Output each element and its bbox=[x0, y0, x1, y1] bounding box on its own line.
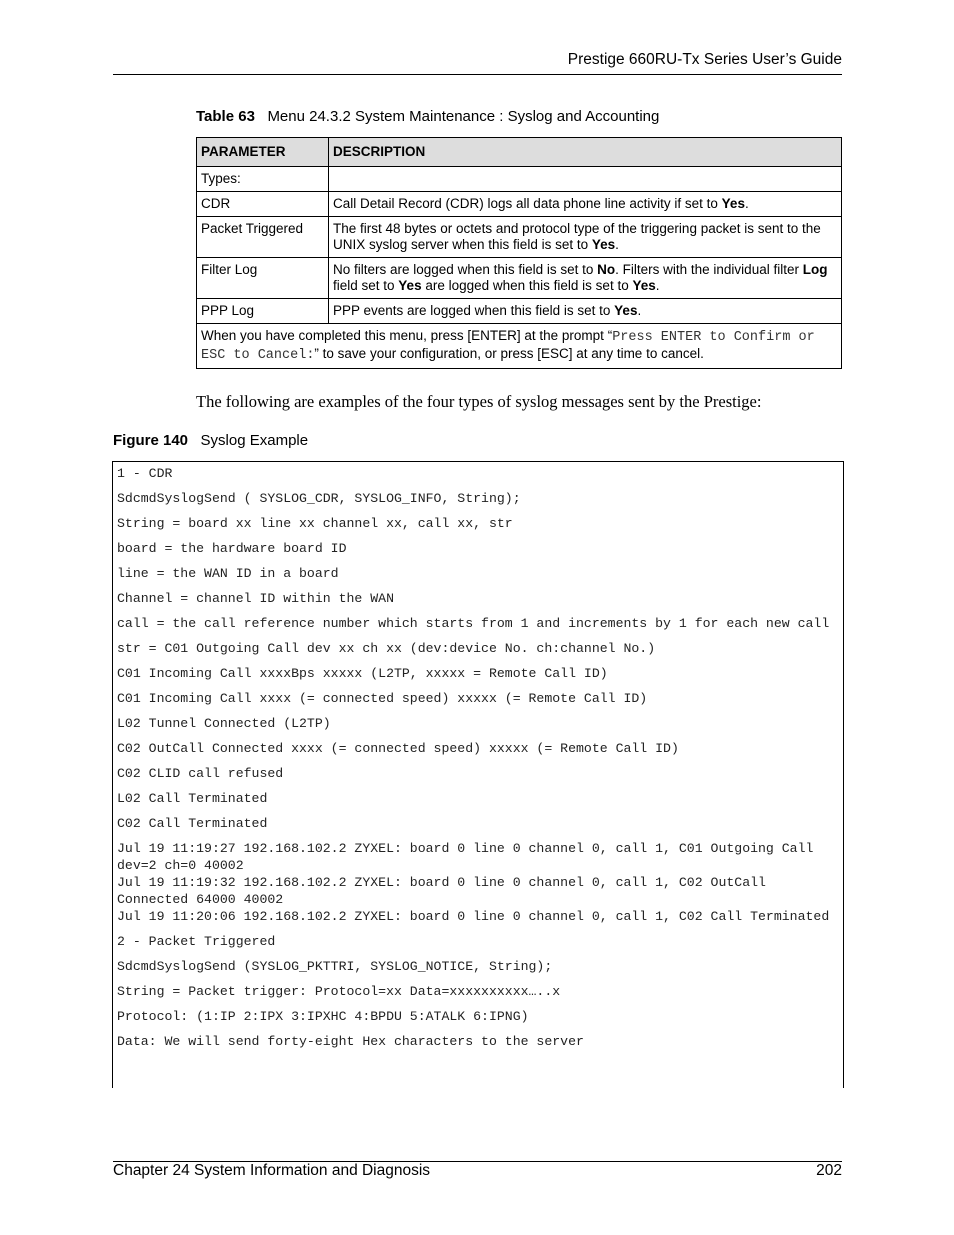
description-emphasis: Log bbox=[802, 262, 828, 277]
column-header-parameter: PARAMETER bbox=[197, 138, 329, 167]
code-line: str = C01 Outgoing Call dev xx ch xx (dev:device No. ch:channel No.) bbox=[117, 641, 656, 656]
header-rule bbox=[113, 74, 842, 75]
description-text: . bbox=[655, 278, 660, 293]
table-caption bbox=[196, 108, 659, 125]
code-line: String = board xx line xx channel xx, call xx, str bbox=[117, 516, 513, 531]
running-header: Prestige 660RU-Tx Series User’s Guide bbox=[567, 51, 842, 68]
table-label: Table 63 bbox=[196, 108, 255, 125]
parameter-cell: CDR bbox=[197, 192, 329, 217]
parameter-cell: Types: bbox=[197, 167, 329, 192]
parameter-cell: Packet Triggered bbox=[197, 217, 329, 258]
figure-caption bbox=[113, 432, 308, 449]
description-emphasis: Yes bbox=[398, 278, 422, 293]
table-footer-cell bbox=[197, 324, 842, 369]
description-emphasis: No bbox=[597, 262, 616, 277]
prompt-text: Press ENTER to Confirm or ESC to Cancel: bbox=[201, 330, 815, 363]
description-text: field set to bbox=[333, 278, 399, 293]
description-cell bbox=[329, 258, 842, 299]
code-line: Protocol: (1:IP 2:IPX 3:IPXHC 4:BPDU 5:ATALK 6:IPNG) bbox=[117, 1009, 529, 1024]
code-line: L02 Tunnel Connected (L2TP) bbox=[117, 716, 331, 731]
description-text: . bbox=[615, 237, 619, 252]
description-emphasis: Yes bbox=[614, 303, 638, 318]
table-footer-row bbox=[197, 324, 842, 369]
figure-label: Figure 140 bbox=[113, 432, 189, 449]
parameter-cell: Filter Log bbox=[197, 258, 329, 299]
code-line: Jul 19 11:20:06 192.168.102.2 ZYXEL: board 0 line 0 channel 0, call 1, C02 Call Terminated bbox=[117, 909, 830, 924]
description-text: PPP events are logged when this field is set to bbox=[333, 303, 615, 318]
description-cell bbox=[329, 192, 842, 217]
table-header-row bbox=[197, 138, 842, 167]
code-lines bbox=[117, 465, 839, 1058]
table-row bbox=[197, 192, 842, 217]
description-emphasis: Yes bbox=[721, 196, 745, 211]
description-text: . bbox=[637, 303, 642, 318]
table-row bbox=[197, 258, 842, 299]
description-text: . Filters with the individual filter bbox=[615, 262, 803, 277]
code-line: call = the call reference number which starts from 1 and increments by 1 for each new call bbox=[117, 616, 830, 631]
footer-text: When you have completed this menu, press [ENTER] at the prompt “ bbox=[201, 328, 613, 343]
page-number: 202 bbox=[816, 1162, 842, 1179]
table-row bbox=[197, 167, 842, 192]
description-text: Call Detail Record (CDR) logs all data phone line activity if set to bbox=[333, 196, 722, 211]
code-line: C01 Incoming Call xxxx (= connected speed) xxxxx (= Remote Call ID) bbox=[117, 691, 648, 706]
code-line: String = Packet trigger: Protocol=xx Data=xxxxxxxxxx…..x bbox=[117, 984, 561, 999]
code-line: Jul 19 11:19:32 192.168.102.2 ZYXEL: board 0 line 0 channel 0, call 1, C02 OutCall Connected 64000 40002 bbox=[117, 875, 774, 907]
figure-title: Syslog Example bbox=[200, 432, 309, 449]
code-example-box bbox=[112, 461, 844, 1088]
description-text: . bbox=[744, 196, 749, 211]
footer-text: ” to save your configuration, or press [ESC] at any time to cancel. bbox=[314, 346, 704, 361]
description-text: are logged when this field is set to bbox=[421, 278, 633, 293]
code-line: C02 OutCall Connected xxxx (= connected speed) xxxxx (= Remote Call ID) bbox=[117, 741, 679, 756]
table-row bbox=[197, 217, 842, 258]
parameter-table bbox=[196, 137, 842, 369]
description-emphasis: Yes bbox=[591, 237, 616, 252]
code-line: Jul 19 11:19:27 192.168.102.2 ZYXEL: board 0 line 0 channel 0, call 1, C01 Outgoing Call dev=2 ch=0 40002 bbox=[117, 841, 822, 873]
description-cell bbox=[329, 299, 842, 324]
intro-paragraph: The following are examples of the four types of syslog messages sent by the Prestige: bbox=[196, 392, 762, 411]
code-line: 1 - CDR bbox=[117, 466, 173, 481]
table-row bbox=[197, 299, 842, 324]
parameter-cell: PPP Log bbox=[197, 299, 329, 324]
description-text: The first 48 bytes or octets and protocol type of the triggering packet is sent to the UNIX syslog server when this field is set to bbox=[333, 221, 821, 252]
code-line: 2 - Packet Triggered bbox=[117, 934, 276, 949]
code-line: SdcmdSyslogSend ( SYSLOG_CDR, SYSLOG_INFO, String); bbox=[117, 491, 521, 506]
code-line: C01 Incoming Call xxxxBps xxxxx (L2TP, xxxxx = Remote Call ID) bbox=[117, 666, 608, 681]
description-cell bbox=[329, 167, 842, 192]
code-line: C02 Call Terminated bbox=[117, 816, 268, 831]
code-line: L02 Call Terminated bbox=[117, 791, 268, 806]
code-line: SdcmdSyslogSend (SYSLOG_PKTTRI, SYSLOG_NOTICE, String); bbox=[117, 959, 553, 974]
code-line: line = the WAN ID in a board bbox=[117, 566, 339, 581]
code-line: Channel = channel ID within the WAN bbox=[117, 591, 394, 606]
code-line: C02 CLID call refused bbox=[117, 766, 284, 781]
column-header-description: DESCRIPTION bbox=[329, 138, 842, 167]
description-text: No filters are logged when this field is set to bbox=[333, 262, 598, 277]
chapter-title: Chapter 24 System Information and Diagnosis bbox=[113, 1162, 431, 1179]
code-line: Data: We will send forty-eight Hex characters to the server bbox=[117, 1034, 584, 1049]
code-line: board = the hardware board ID bbox=[117, 541, 347, 556]
description-cell bbox=[329, 217, 842, 258]
table-title: Menu 24.3.2 System Maintenance : Syslog and Accounting bbox=[267, 108, 660, 125]
description-emphasis: Yes bbox=[632, 278, 656, 293]
